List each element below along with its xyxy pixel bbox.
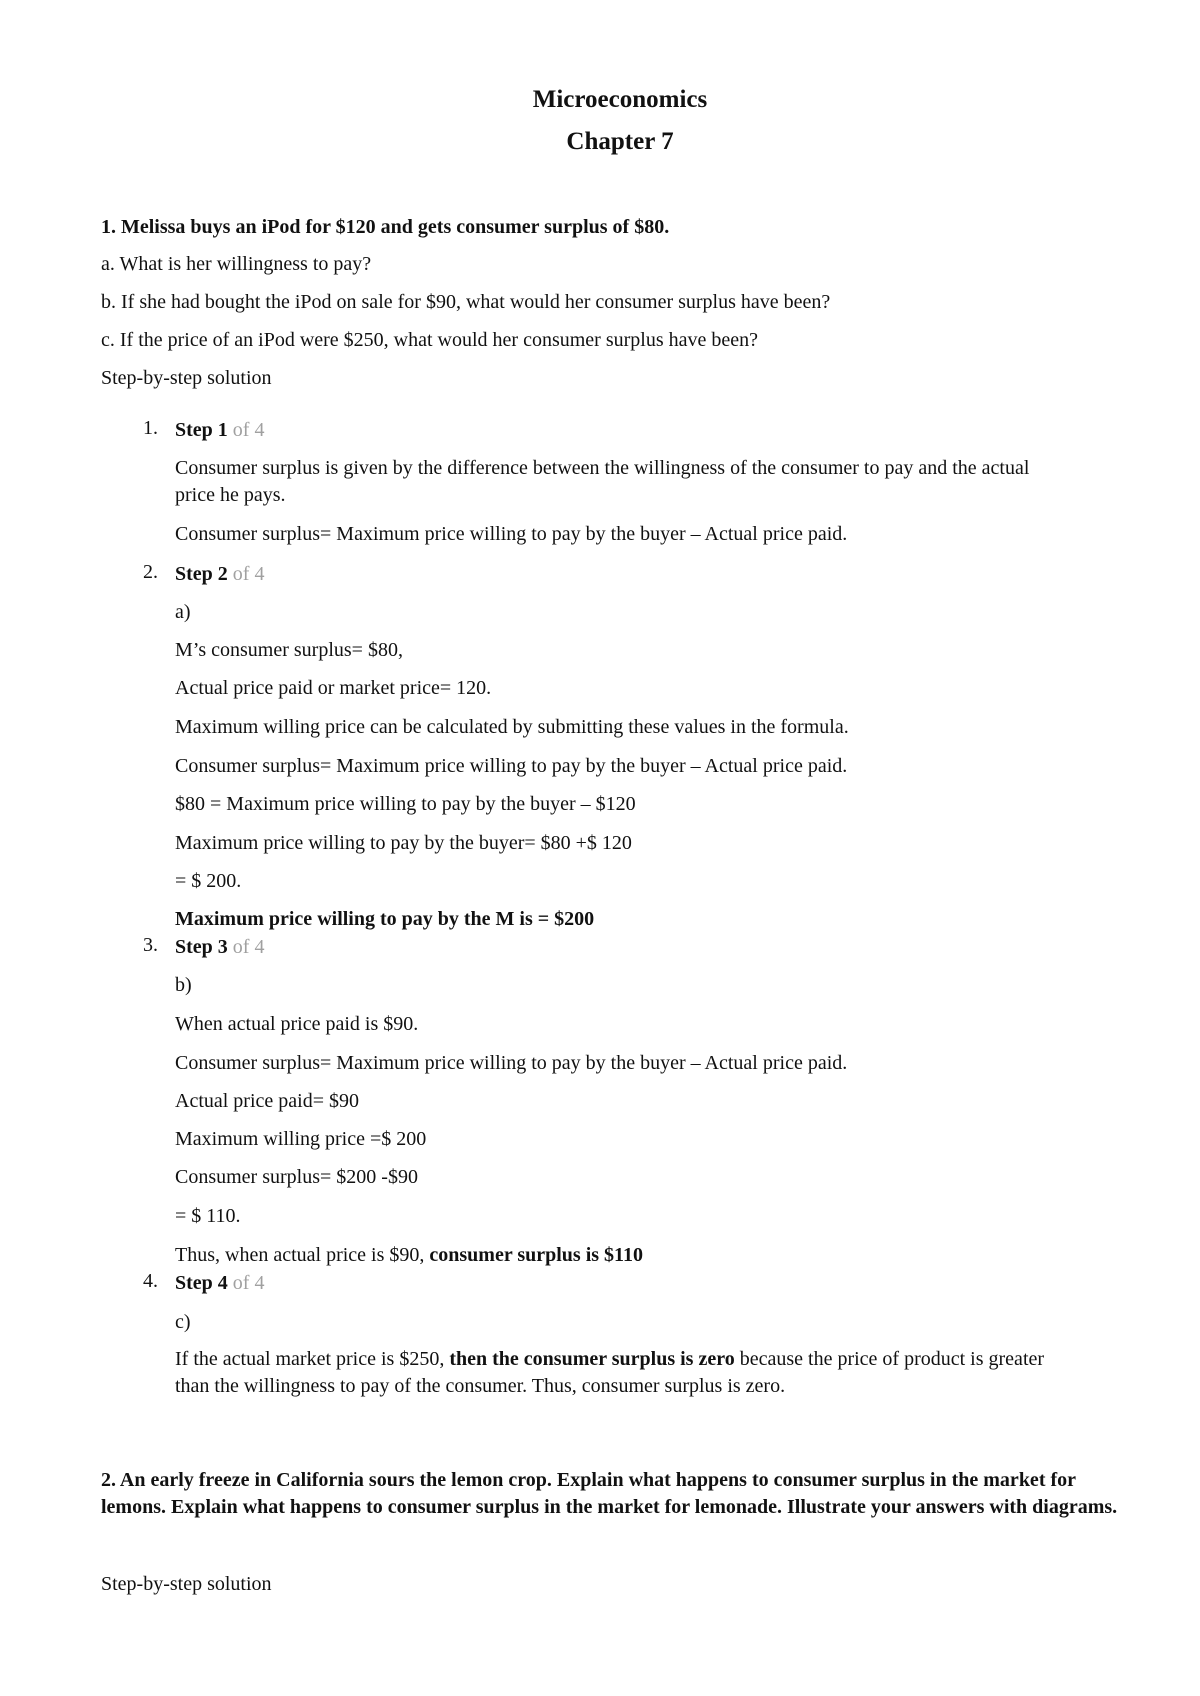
step-line: Consumer surplus= Maximum price willing to pay by the buyer – Actual price paid. <box>175 1052 848 1074</box>
step-label: Step 4 <box>175 1272 228 1294</box>
explanation-emphasis: then the consumer surplus is zero <box>449 1348 735 1370</box>
step-line: When actual price paid is $90. <box>175 1013 419 1035</box>
step-line: = $ 200. <box>175 870 242 892</box>
step-line: Maximum price willing to pay by the buyer= $80 +$ 120 <box>175 832 632 854</box>
step-heading <box>175 934 264 960</box>
solution-label: Step-by-step solution <box>101 367 272 389</box>
question-1a: a. What is her willingness to pay? <box>101 253 372 275</box>
step-1-definition: Consumer surplus is given by the difference between the willingness of the consumer to pay and the actual price he pays. <box>175 457 1030 506</box>
chapter-heading: Chapter 7 <box>566 128 674 155</box>
step-of-count: of 4 <box>232 419 265 441</box>
question-1c: c. If the price of an iPod were $250, what would her consumer surplus have been? <box>101 329 759 351</box>
step-1-formula: Consumer surplus= Maximum price willing to pay by the buyer – Actual price paid. <box>175 523 848 545</box>
step-line: Maximum willing price can be calculated by submitting these values in the formula. <box>175 716 849 738</box>
step-line: M’s consumer surplus= $80, <box>175 639 403 661</box>
explanation-text: because the price of product is greater than the willingness to pay of the consumer. Thus, consumer surplus is zero. <box>175 1348 1045 1397</box>
step-part-label: b) <box>175 974 192 996</box>
step-of-count: of 4 <box>232 1272 265 1294</box>
step-4-explanation <box>175 1346 1055 1400</box>
step-line: Consumer surplus= $200 -$90 <box>175 1166 418 1188</box>
step-line: $80 = Maximum price willing to pay by the buyer – $120 <box>175 793 636 815</box>
step-line: Actual price paid= $90 <box>175 1090 359 1112</box>
step-label: Step 3 <box>175 936 228 958</box>
step-line: = $ 110. <box>175 1205 241 1227</box>
step-line: Consumer surplus= Maximum price willing to pay by the buyer – Actual price paid. <box>175 755 848 777</box>
step-line: Maximum willing price =$ 200 <box>175 1128 427 1150</box>
step-label: Step 1 <box>175 419 228 441</box>
step-part-label: c) <box>175 1311 191 1333</box>
step-part-label: a) <box>175 601 191 623</box>
step-heading <box>175 1270 264 1296</box>
result-emphasis: consumer surplus is $110 <box>429 1244 643 1266</box>
step-line: Actual price paid or market price= 120. <box>175 677 492 699</box>
question-1: 1. Melissa buys an iPod for $120 and gets consumer surplus of $80. <box>101 216 670 238</box>
step-2-result: Maximum price willing to pay by the M is = $200 <box>175 908 595 930</box>
step-of-count: of 4 <box>232 936 265 958</box>
step-heading <box>175 561 264 587</box>
document-title: Microeconomics <box>532 86 708 113</box>
step-3-result <box>175 1242 643 1268</box>
step-of-count: of 4 <box>232 563 265 585</box>
step-number: 1. <box>143 417 158 439</box>
step-label: Step 2 <box>175 563 228 585</box>
step-heading <box>175 417 264 443</box>
explanation-text: If the actual market price is $250, <box>175 1348 450 1370</box>
question-2: 2. An early freeze in California sours the lemon crop. Explain what happens to consumer surplus in the market for lemons. Explain what happens to consumer surplus in the market for lemonade. Illustrate your answers with diagrams. <box>101 1469 1118 1518</box>
step-number: 3. <box>143 934 158 956</box>
step-number: 4. <box>143 1270 158 1292</box>
solution-label: Step-by-step solution <box>101 1573 272 1595</box>
question-1b: b. If she had bought the iPod on sale for $90, what would her consumer surplus have been? <box>101 291 831 313</box>
result-text: Thus, when actual price is $90, <box>175 1244 430 1266</box>
step-number: 2. <box>143 561 158 583</box>
